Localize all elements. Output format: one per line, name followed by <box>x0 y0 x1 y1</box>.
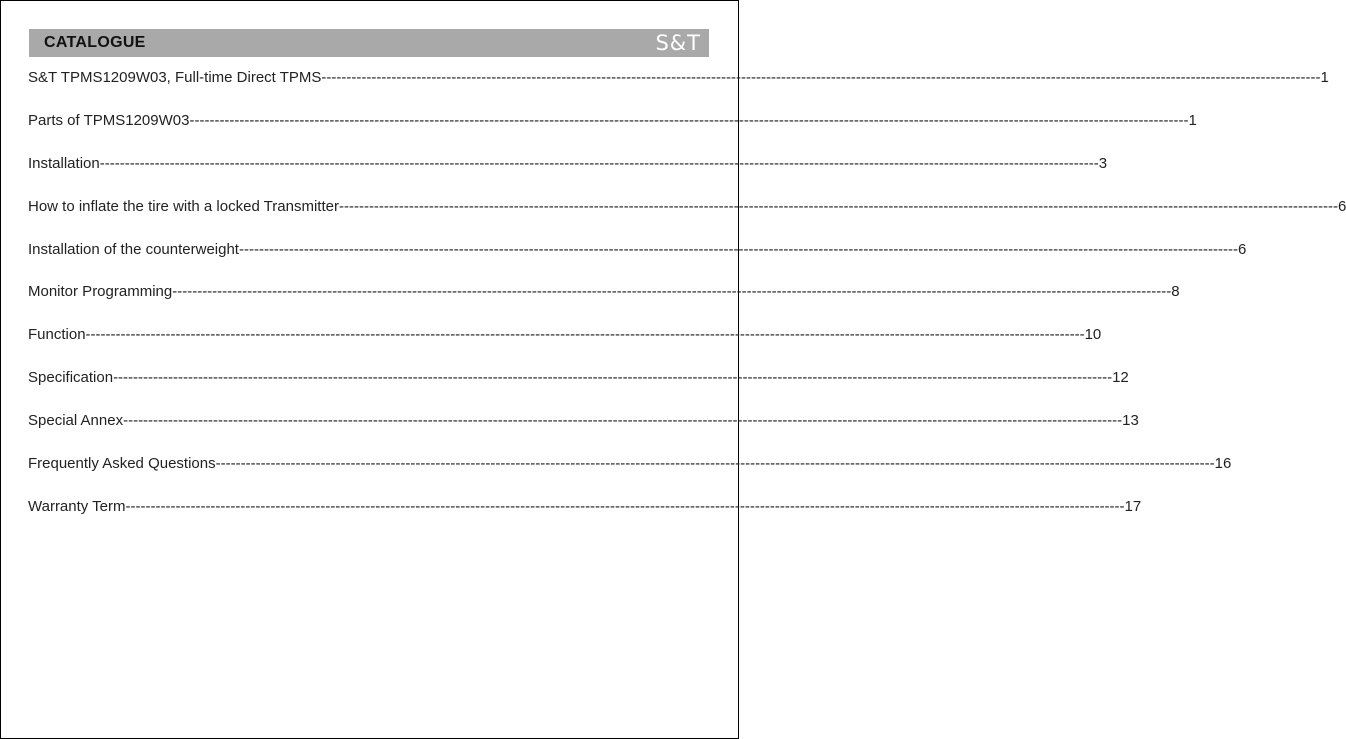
toc-leader: -------------------------------------------------------------------------------------------------------------------------------------------------------------------------------------------------------- <box>125 497 1125 515</box>
brand-logo: S&T <box>655 31 701 55</box>
toc-entry[interactable] <box>28 412 1139 455</box>
toc-entry[interactable] <box>28 283 1180 326</box>
toc-leader: -------------------------------------------------------------------------------------------------------------------------------------------------------------------------------------------------------- <box>215 455 1215 473</box>
toc-entry[interactable] <box>28 455 1232 498</box>
toc-leader: -------------------------------------------------------------------------------------------------------------------------------------------------------------------------------------------------------- <box>113 369 1113 387</box>
catalogue-title: CATALOGUE <box>44 34 146 51</box>
toc-leader: -------------------------------------------------------------------------------------------------------------------------------------------------------------------------------------------------------- <box>172 283 1172 301</box>
toc-entry[interactable] <box>28 69 1329 112</box>
toc-entry-page: 1 <box>1320 69 1329 86</box>
toc-entry[interactable] <box>28 369 1129 412</box>
toc-entry-page: 6 <box>1238 240 1247 258</box>
toc-entry-page: 17 <box>1124 497 1142 515</box>
toc-entry-page: 1 <box>1188 111 1197 129</box>
toc-leader: -------------------------------------------------------------------------------------------------------------------------------------------------------------------------------------------------------- <box>189 111 1189 129</box>
toc-leader: -------------------------------------------------------------------------------------------------------------------------------------------------------------------------------------------------------- <box>338 197 1338 215</box>
toc-entry[interactable] <box>28 154 1108 198</box>
toc-leader: -------------------------------------------------------------------------------------------------------------------------------------------------------------------------------------------------------- <box>123 412 1123 430</box>
toc-entry-title: How to inflate the tire with a locked Transmitter <box>28 197 339 215</box>
table-of-contents <box>28 69 1346 541</box>
toc-entry-title: Special Annex <box>28 412 124 430</box>
toc-entry[interactable] <box>28 240 1247 284</box>
toc-entry-title: Installation of the counterweight <box>28 240 239 258</box>
toc-entry[interactable] <box>28 326 1102 369</box>
toc-leader: -------------------------------------------------------------------------------------------------------------------------------------------------------------------------------------------------------- <box>99 154 1099 172</box>
toc-entry[interactable] <box>28 497 1142 541</box>
toc-entry-title: Frequently Asked Questions <box>28 455 216 473</box>
toc-entry[interactable] <box>28 197 1346 241</box>
toc-entry-page: 8 <box>1171 283 1180 301</box>
toc-leader: -------------------------------------------------------------------------------------------------------------------------------------------------------------------------------------------------------- <box>321 69 1321 86</box>
toc-entry-page: 12 <box>1112 369 1129 387</box>
toc-entry-page: 16 <box>1214 455 1232 473</box>
toc-entry-page: 6 <box>1338 197 1346 215</box>
toc-entry[interactable] <box>28 111 1197 155</box>
toc-entry-title: Installation <box>28 154 100 172</box>
toc-entry-page: 13 <box>1122 412 1139 430</box>
toc-entry-page: 3 <box>1098 154 1108 172</box>
toc-entry-title: Specification <box>28 369 114 387</box>
toc-entry-title: S&T TPMS1209W03, Full-time Direct TPMS <box>28 69 322 86</box>
toc-leader: -------------------------------------------------------------------------------------------------------------------------------------------------------------------------------------------------------- <box>238 240 1238 258</box>
toc-leader: -------------------------------------------------------------------------------------------------------------------------------------------------------------------------------------------------------- <box>85 326 1085 344</box>
toc-entry-title: Parts of TPMS1209W03 <box>28 111 190 129</box>
toc-entry-title: Monitor Programming <box>28 283 173 301</box>
toc-entry-page: 10 <box>1084 326 1102 344</box>
toc-entry-title: Warranty Term <box>28 497 126 515</box>
toc-entry-title: Function <box>28 326 86 344</box>
catalogue-header-bar <box>29 29 709 57</box>
